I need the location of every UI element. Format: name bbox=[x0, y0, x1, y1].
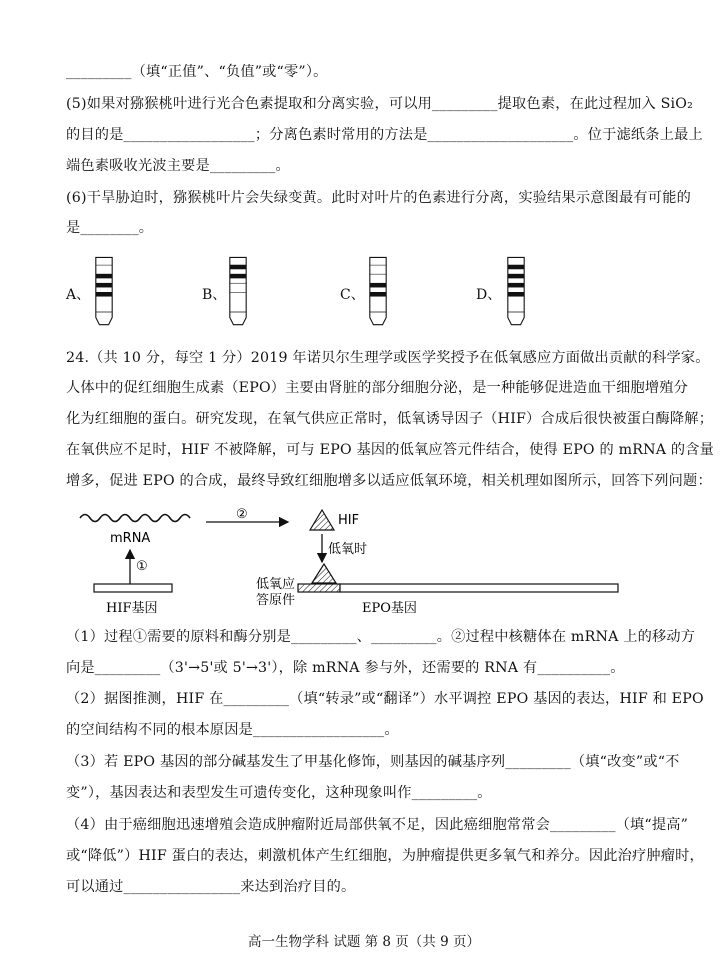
hif-gene-bar bbox=[94, 584, 172, 592]
q23-part6-line2: 是________。 bbox=[66, 220, 154, 236]
option-b-tube-diagram bbox=[228, 252, 248, 332]
option-d-label: D、 bbox=[476, 287, 502, 303]
epo-gene-label: EPO基因 bbox=[362, 601, 417, 616]
step1-label: ① bbox=[136, 559, 148, 574]
pigment-band bbox=[96, 274, 112, 279]
epo-mechanism-diagram bbox=[66, 500, 626, 620]
hre-segment bbox=[298, 584, 340, 592]
epo-gene-bar bbox=[340, 584, 618, 592]
pigment-band bbox=[508, 274, 524, 279]
pigment-band bbox=[508, 292, 524, 297]
hre-label-line2: 答原件 bbox=[256, 593, 296, 608]
pigment-band bbox=[230, 274, 246, 279]
hre-label-line1: 低氧应 bbox=[256, 577, 296, 592]
tube-outline bbox=[370, 257, 386, 324]
q24-sub3-line1: （3）若 EPO 基因的部分碱基发生了甲基化修饰，则基因的碱基序列_________（填“改变”或“不 bbox=[66, 754, 680, 770]
q24-stem-line4: 在氧供应不足时，HIF 不被降解，可与 EPO 基因的低氧应答元件结合，使得 EPO 的 mRNA 的含量 bbox=[66, 442, 715, 458]
pigment-band bbox=[230, 283, 246, 284]
q24-stem-line3: 化为红细胞的蛋白。研究发现，在氧气供应正常时，低氧诱导因子（HIF）合成后很快被蛋白酶降解； bbox=[66, 411, 714, 427]
pigment-band bbox=[370, 274, 386, 275]
step2-label: ② bbox=[236, 507, 248, 522]
pigment-band bbox=[230, 265, 246, 270]
pigment-band bbox=[96, 265, 112, 266]
q24-stem-line1: 24.（共 10 分，每空 1 分）2019 年诺贝尔生理学或医学奖授予在低氧感应方面做出贡献的科学家。 bbox=[66, 350, 710, 366]
q24-sub4-line1: （4）由于癌细胞迅速增殖会造成肿瘤附近局部供氧不足，因此癌细胞常常会_________（填“提高” bbox=[66, 817, 689, 833]
q24-stem-line5: 增多，促进 EPO 的合成，最终导致红细胞增多以适应低氧环境，相关机理如图所示，回答下列问题： bbox=[66, 473, 712, 489]
pigment-band bbox=[370, 292, 386, 297]
option-d-tube-diagram bbox=[506, 252, 526, 332]
mrna-label: mRNA bbox=[110, 531, 151, 546]
q24-sub2-line2: 的空间结构不同的根本原因是__________________。 bbox=[66, 722, 399, 738]
q23-part5-line2: 的目的是__________________；分离色素时常用的方法是____________________。位于滤纸条上最上 bbox=[66, 127, 703, 143]
pigment-band bbox=[508, 265, 524, 270]
q24-sub2-line1: （2）据图推测，HIF 在_________（填“转录”或“翻译”）水平调控 EPO 基因的表达，HIF 和 EPO bbox=[66, 691, 704, 707]
q24-stem-line2: 人体中的促红细胞生成素（EPO）主要由肾脏的部分细胞分泌，是一种能够促进造血干细胞增殖分 bbox=[66, 380, 689, 396]
low-oxygen-label: 低氧时 bbox=[328, 542, 368, 557]
option-b-label: B、 bbox=[202, 287, 227, 303]
option-a-tube-diagram bbox=[94, 252, 114, 332]
page-footer: 高一生物学科 试题 第 8 页（共 9 页） bbox=[248, 934, 480, 950]
hif-gene-label: HIF基因 bbox=[106, 601, 158, 616]
q23-part5-line1: (5)如果对猕猴桃叶进行光合色素提取和分离实验，可以用_________提取色素，在此过程加入 SiO₂ bbox=[66, 96, 693, 112]
pigment-band bbox=[96, 283, 112, 288]
q23-part5-line3: 端色素吸收光波主要是_________。 bbox=[66, 158, 290, 174]
q24-sub4-line2: 或“降低”）HIF 蛋白的表达，刺激机体产生红细胞，为肿瘤提供更多氧气和养分。因此治疗肿瘤时， bbox=[66, 848, 704, 864]
hif-bound-triangle bbox=[312, 564, 336, 583]
q24-sub4-line3: 可以通过________________来达到治疗目的。 bbox=[66, 879, 356, 895]
q23-part6-line1: (6)干旱胁迫时，猕猴桃叶片会失绿变黄。此时对叶片的色素进行分离，实验结果示意图最有可能的 bbox=[66, 190, 691, 206]
mrna-wave bbox=[80, 515, 190, 522]
option-a-label: A、 bbox=[66, 287, 91, 303]
q23-cont-line: _________（填“正值”、“负值”或“零”）。 bbox=[66, 64, 328, 80]
q24-sub3-line2: 变”），基因表达和表型发生可遗传变化，这种现象叫作_________。 bbox=[66, 785, 492, 801]
pigment-band bbox=[370, 283, 386, 288]
hif-protein-triangle bbox=[310, 510, 334, 530]
pigment-band bbox=[508, 283, 524, 288]
q24-sub1-line2: 向是_________（3'→5'或 5'→3'），除 mRNA 参与外，还需要的 RNA 有__________。 bbox=[66, 660, 625, 676]
pigment-band bbox=[230, 292, 246, 293]
pigment-band bbox=[96, 292, 112, 297]
hif-label: HIF bbox=[338, 513, 360, 528]
tube-outline bbox=[96, 257, 112, 324]
pigment-band bbox=[370, 265, 386, 266]
option-c-tube-diagram bbox=[368, 252, 388, 332]
option-c-label: C、 bbox=[340, 287, 365, 303]
q24-sub1-line1: （1）过程①需要的原料和酶分别是_________、_________。②过程中核糖体在 mRNA 上的移动方 bbox=[66, 629, 696, 645]
